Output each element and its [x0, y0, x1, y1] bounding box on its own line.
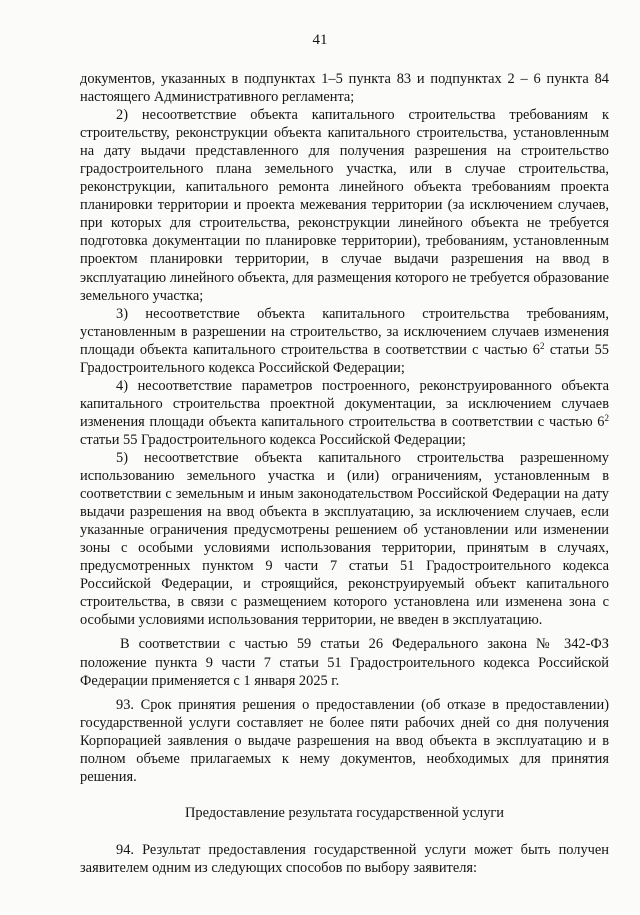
paragraph-item-4 — [80, 377, 609, 449]
paragraph-94: 94. Результат предоставления государственной услуги может быть получен заявителем одним из следующих способов по выбору заявителя: — [80, 841, 609, 876]
document-body — [80, 70, 609, 877]
paragraph-note: В соответствии с частью 59 статьи 26 Федерального закона № 342-ФЗ положение пункта 9 части 7 статьи 51 Градостроительного кодекса Российской Федерации применяется с 1 января 2025 г. — [80, 636, 609, 689]
section-heading: Предоставление результата государственной услуги — [184, 804, 504, 821]
paragraph-item-4-end: статьи 55 Градостроительного кодекса Российской Федерации; — [80, 431, 466, 448]
paragraph-93: 93. Срок принятия решения о предоставлении (об отказе в предоставлении) государственной услуги составляет не более пяти рабочих дней со дня получения Корпорацией заявления о выдаче разрешения на ввод объекта в эксплуатацию и в полном объеме прилагаемых к нему документов, необходимых для принятия решения. — [80, 696, 609, 785]
superscript-2: 2 — [604, 412, 609, 423]
superscript-2: 2 — [540, 340, 545, 351]
paragraph-item-3-text: 3) несоответствие объекта капитального строительства требованиям, установленным в разрешении на строительство, за исключением случаев изменения площади объекта капитального строительства в соответствии с частью 6 — [80, 305, 609, 358]
paragraph-item-3 — [80, 305, 609, 377]
page-number: 41 — [312, 32, 328, 48]
paragraph-item-5: 5) несоответствие объекта капитального строительства разрешенному использованию земельного участка и (или) ограничениям, установленным в соответствии с земельным и иным законодательством Российской Федерации на дату выдачи разрешения на ввод объекта в эксплуатацию, за исключением случаев, если указанные ограничения предусмотрены решением об установлении или изменении зоны с особыми условиями использования территории, принятым в случаях, предусмотренных пунктом 9 части 7 статьи 51 Градостроительного кодекса Российской Федерации, и строящийся, реконструируемый объект капитального строительства, в связи с размещением которого установлена или изменена зона с особыми условиями использования территории, не введен в эксплуатацию. — [80, 449, 609, 629]
paragraph-item-2: 2) несоответствие объекта капитального строительства требованиям к строительству, реконструкции объекта капитального строительства, установленным на дату выдачи представленного для получения разрешения на строительство градостроительного плана земельного участка, или в случае строительства, реконструкции, капитального ремонта линейного объекта требованиям проекта планировки территории и проекта межевания территории (за исключением случаев, при которых для строительства, реконструкции линейного объекта не требуется подготовка документации по планировке территории), требованиям, установленным проектом планировки территории, в случае выдачи разрешения на ввод в эксплуатацию линейного объекта, для размещения которого не требуется образование земельного участка; — [80, 107, 609, 304]
paragraph-item-4-text: 4) несоответствие параметров построенного, реконструированного объекта капитального строительства проектной документации, за исключением случаев изменения площади объекта капитального строительства в соответствии с частью 6 — [80, 377, 609, 430]
paragraph-item-3-end: статьи 55 Градостроительного кодекса Российской Федерации; — [80, 341, 609, 376]
paragraph-continuation: документов, указанных в подпунктах 1–5 пункта 83 и подпунктах 2 – 6 пункта 84 настоящего Административного регламента; — [80, 71, 609, 106]
